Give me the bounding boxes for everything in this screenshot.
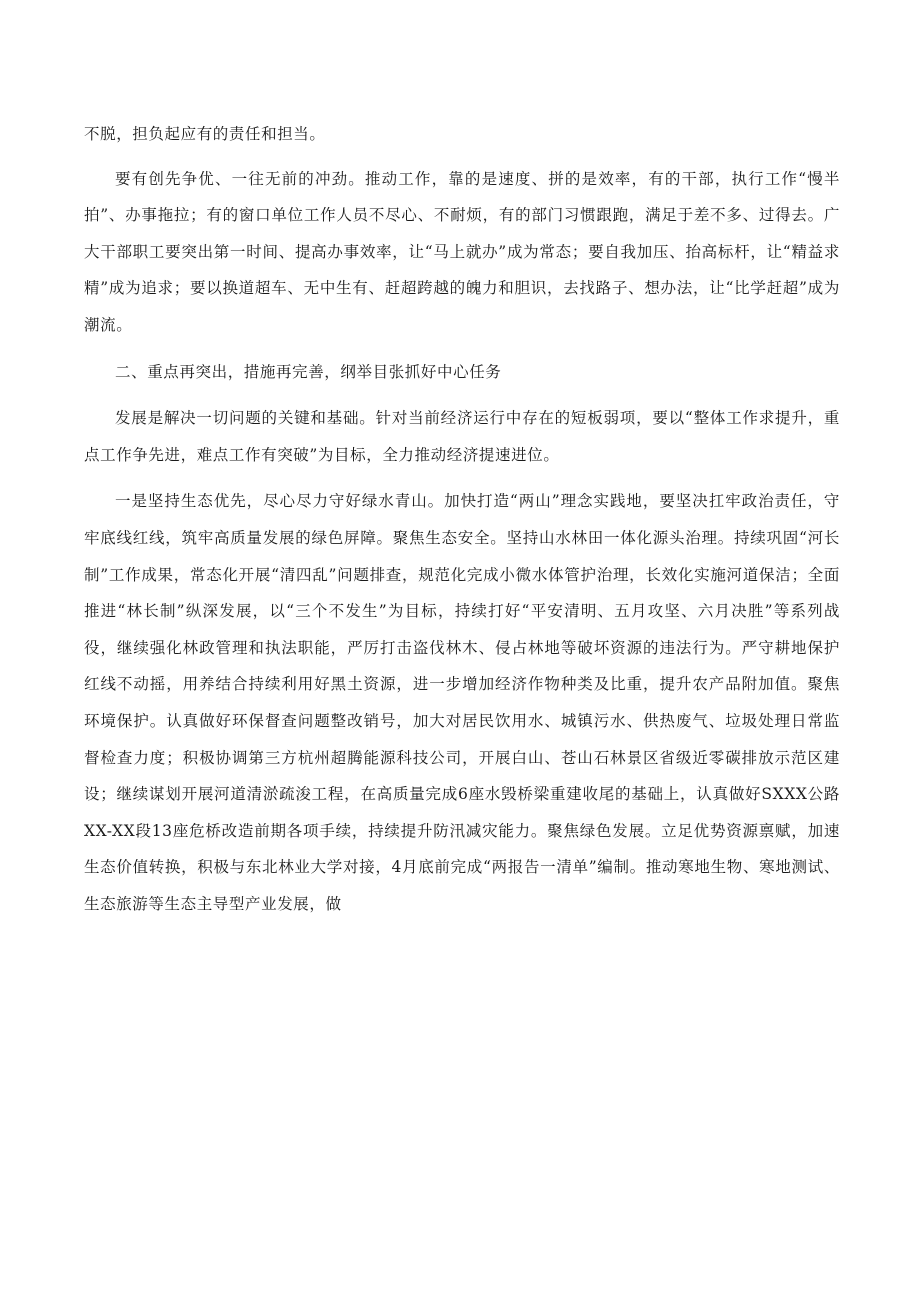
- paragraph-continuation: 不脱，担负起应有的责任和担当。: [84, 125, 326, 143]
- section-heading: 二、重点再突出，措施再完善，纲举目张抓好中心任务: [115, 362, 502, 381]
- paragraph-development: 发展是解决一切问题的关键和基础。针对当前经济运行中存在的短板弱项，要以“整体工作求提升，重点工作争先进，难点工作有突破”为目标，全力推动经济提速进位。: [84, 409, 840, 464]
- paragraph-drive: 要有创先争优、一往无前的冲劲。推动工作，靠的是速度、拼的是效率，有的干部，执行工作“慢半拍”、办事拖拉；有的窗口单位工作人员不尽心、不耐烦，有的部门习惯跟跑，满足于差不多、过得去。广大干部职工要突出第一时间、提高办事效率，让“马上就办”成为常态；要自我加压、抬高标杆，让“精益求精”成为追求；要以换道超车、无中生有、赶超跨越的魄力和胆识，去找路子、想办法，让“比学赶超”成为潮流。: [84, 169, 840, 334]
- document-page: [84, 116, 840, 922]
- paragraph-ecology: 一是坚持生态优先，尽心尽力守好绿水青山。加快打造“两山”理念实践地，要坚决扛牢政治责任，守牢底线红线，筑牢高质量发展的绿色屏障。聚焦生态安全。坚持山水林田一体化源头治理。持续巩固“河长制”工作成果，常态化开展“清四乱”问题排查，规范化完成小微水体管护治理，长效化实施河道保洁；全面推进“林长制”纵深发展，以“三个不发生”为目标，持续打好“平安清明、五月攻坚、六月决胜”等系列战役，继续强化林政管理和执法职能，严厉打击盗伐林木、侵占林地等破坏资源的违法行为。严守耕地保护红线不动摇，用养结合持续利用好黑土资源，进一步增加经济作物种类及比重，提升农产品附加值。聚焦环境保护。认真做好环保督查问题整改销号，加大对居民饮用水、城镇污水、供热废气、垃圾处理日常监督检查力度；积极协调第三方杭州超腾能源科技公司，开展白山、苍山石林景区省级近零碳排放示范区建设；继续谋划开展河道清淤疏浚工程，在高质量完成6座水毁桥梁重建收尾的基础上，认真做好SXXX公路XX-XX段13座危桥改造前期各项手续，持续提升防汛减灾能力。聚焦绿色发展。立足优势资源禀赋，加速生态价值转换，积极与东北林业大学对接，4月底前完成“两报告一清单”编制。推动寒地生物、寒地测试、生态旅游等生态主导型产业发展，做: [84, 492, 840, 913]
